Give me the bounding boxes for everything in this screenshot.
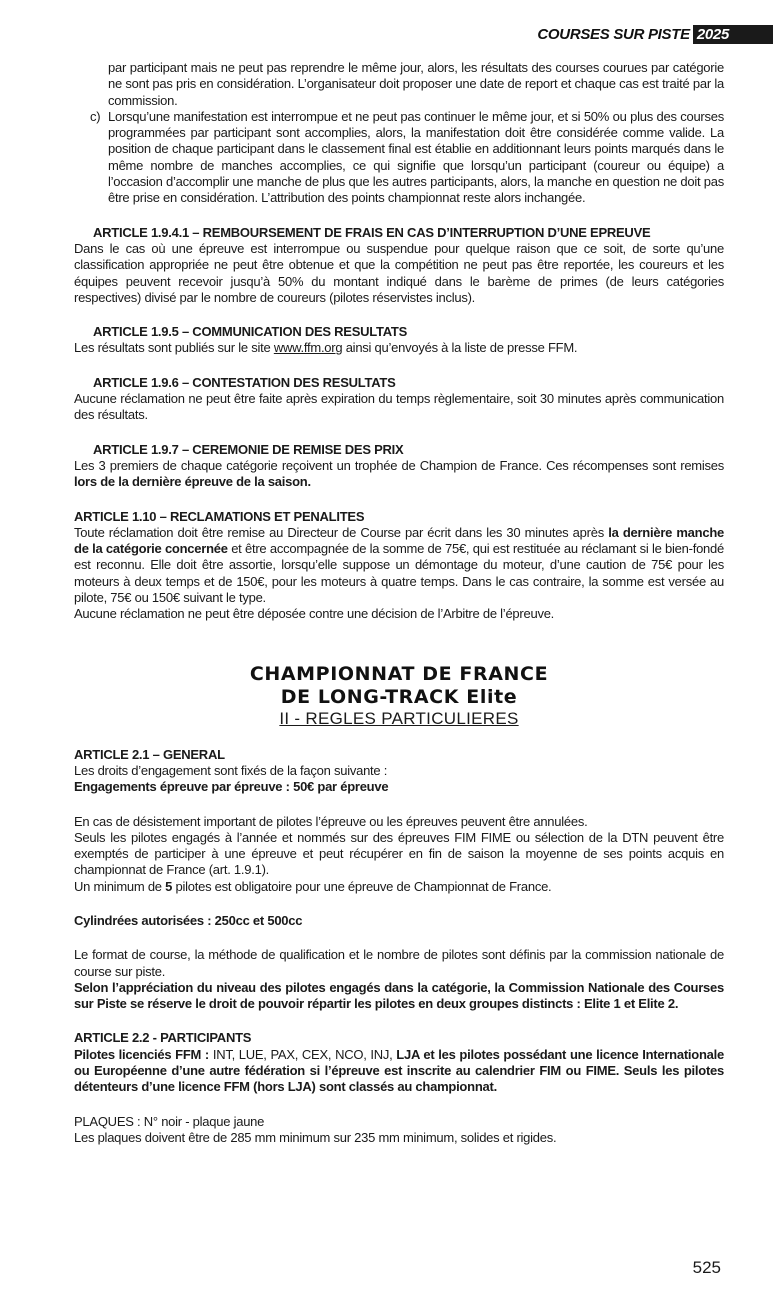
championship-heading <box>74 663 724 729</box>
text-span: pilotes est obligatoire pour une épreuve de Championnat de France. <box>172 878 552 894</box>
championship-title-line1: CHAMPIONNAT DE FRANCE <box>249 662 549 685</box>
article-110-text <box>74 525 724 606</box>
article-21-cylinders: Cylindrées autorisées : 250cc et 500cc <box>74 912 303 928</box>
article-22-title: ARTICLE 2.2 - PARTICIPANTS <box>74 1030 252 1046</box>
article-22-plates-1: PLAQUES : N° noir - plaque jaune <box>74 1113 265 1129</box>
article-1941-title: ARTICLE 1.9.4.1 – REMBOURSEMENT DE FRAIS EN CAS D’INTERRUPTION D’UNE EPREUVE <box>93 224 651 240</box>
article-21-para4 <box>74 879 724 895</box>
article-21-title: ARTICLE 2.1 – GENERAL <box>74 746 225 762</box>
article-196-text: Aucune réclamation ne peut être faite après expiration du temps règlementaire, soit 30 minutes après communication des résultats. <box>74 391 724 423</box>
article-21-para5: Le format de course, la méthode de qualification et le nombre de pilotes sont définis par la commission nationale de course sur piste. <box>74 947 724 979</box>
running-header <box>537 24 773 44</box>
article-195-title: ARTICLE 1.9.5 – COMMUNICATION DES RESULTATS <box>93 324 408 340</box>
article-21-para3: Seuls les pilotes engagés à l’année et nommés sur des épreuves FIM FIME ou sélection de la DTN peuvent être exemptés de participer à une épreuve et peut récupérer en fin de saison la moyenne de ses points acquis en championnat de France (art. 1.9.1). <box>74 829 724 878</box>
list-item-c <box>74 109 724 207</box>
list-item-text: Lorsqu’une manifestation est interrompue et ne peut pas continuer le même jour, et si 50% ou plus des courses programmées par participant sont accomplies, alors, la manifestation doit être considérée comme valide. La position de chaque participant dans le classement final est établie en additionnant leurs points marqués dans le même nombre de manches accomplies, ce qui signifie que lorsqu’un participant (coureur ou équipe) a l’occasion d’accomplir une manche de plus que les autres participants, alors, la manche en question ne doit pas être prise en considération. L’attribution des points championnat reste alors inchangée. <box>108 108 724 206</box>
text-span: Les résultats sont publiés sur le site <box>74 340 274 356</box>
championship-subtitle: II - REGLES PARTICULIERES <box>279 708 519 728</box>
intro-continuation: par participant mais ne peut pas reprendre le même jour, alors, les résultats des courses courues par catégorie ne sont pas pris en considération. L’organisateur doit proposer une date de report et chaque cas est traité par la commission. <box>108 60 724 108</box>
article-22-text <box>74 1047 724 1096</box>
text-span: Les 3 premiers de chaque catégorie reçoivent un trophée de Champion de France. Ces récompenses sont remises <box>74 457 724 473</box>
article-110-note: Aucune réclamation ne peut être déposée contre une décision de l’Arbitre de l’épreuve. <box>74 606 555 622</box>
bold-span: LJA et les pilotes possédant une licence Internationale ou Européenne d’une autre fédération si l’épreuve est inscrite au calendrier FIM ou FIME. Seuls les pilotes détenteurs d’une licence FFM (hors LJA) sont classés au championnat. <box>74 1046 724 1095</box>
list-marker: c) <box>90 108 101 124</box>
bold-span: la dernière manche de la catégorie concernée <box>74 524 725 557</box>
text-span: et être accompagnée de la somme de 75€, qui est restituée au réclamant si le bien-fondé est reconnu. Elle doit être assortie, lorsqu’elle suppose un démontage du moteur, d’une caution de 75€ pour les moteurs à deux temps et de 150€, pour les moteurs à quatre temps. Dans le cas contraire, la somme est versée au pilote, 75€ ou 150€ suivant le type. <box>74 541 724 606</box>
header-title: COURSES SUR PISTE <box>537 25 690 43</box>
article-21-para2: En cas de désistement important de pilotes l’épreuve ou les épreuves peuvent être annulées. <box>74 813 588 829</box>
ffm-website-link[interactable]: www.ffm.org <box>273 340 343 356</box>
text-span: INT, LUE, PAX, CEX, NCO, INJ, <box>212 1046 397 1062</box>
article-197-text <box>74 458 724 491</box>
article-110-title: ARTICLE 1.10 – RECLAMATIONS ET PENALITES <box>74 508 365 524</box>
championship-title-line2: DE LONG-TRACK Elite <box>280 685 518 708</box>
bold-span: 5 <box>165 878 173 894</box>
bold-span: lors de la dernière épreuve de la saison. <box>74 474 311 490</box>
article-21-fees: Engagements épreuve par épreuve : 50€ par épreuve <box>74 779 389 795</box>
article-22-plates-2: Les plaques doivent être de 285 mm minimum sur 235 mm minimum, solides et rigides. <box>74 1129 557 1145</box>
document-body <box>74 60 724 1146</box>
text-span: Toute réclamation doit être remise au Directeur de Course par écrit dans les 30 minutes après <box>74 524 609 540</box>
text-span: ainsi qu’envoyés à la liste de presse FFM. <box>342 340 578 356</box>
header-year: 2025 <box>693 25 773 44</box>
text-span: Un minimum de <box>74 878 166 894</box>
article-195-text <box>74 340 724 356</box>
article-197-title: ARTICLE 1.9.7 – CEREMONIE DE REMISE DES PRIX <box>93 441 404 457</box>
article-196-title: ARTICLE 1.9.6 – CONTESTATION DES RESULTATS <box>93 374 396 390</box>
bold-span: Pilotes licenciés FFM : <box>74 1046 213 1062</box>
article-21-line1: Les droits d’engagement sont fixés de la façon suivante : <box>74 762 388 778</box>
article-21-para6: Selon l’appréciation du niveau des pilotes engagés dans la catégorie, la Commission Nationale des Courses sur Piste se réserve le droit de pouvoir répartir les pilotes en deux groupes distincts : Elite 1 et Elite 2. <box>74 979 724 1012</box>
article-1941-text: Dans le cas où une épreuve est interrompue ou suspendue pour quelque raison que ce soit, de sorte qu’une classification appropriée ne peut être obtenue et que la compétition ne peut pas être reportée, les coureurs et les équipes peuvent recevoir jusqu’à 50% du montant indiqué dans le barème de primes (de leurs catégories respectives) divisé par le nombre de coureurs (pilotes réservistes inclus). <box>74 240 724 305</box>
page-number: 525 <box>692 1258 721 1277</box>
